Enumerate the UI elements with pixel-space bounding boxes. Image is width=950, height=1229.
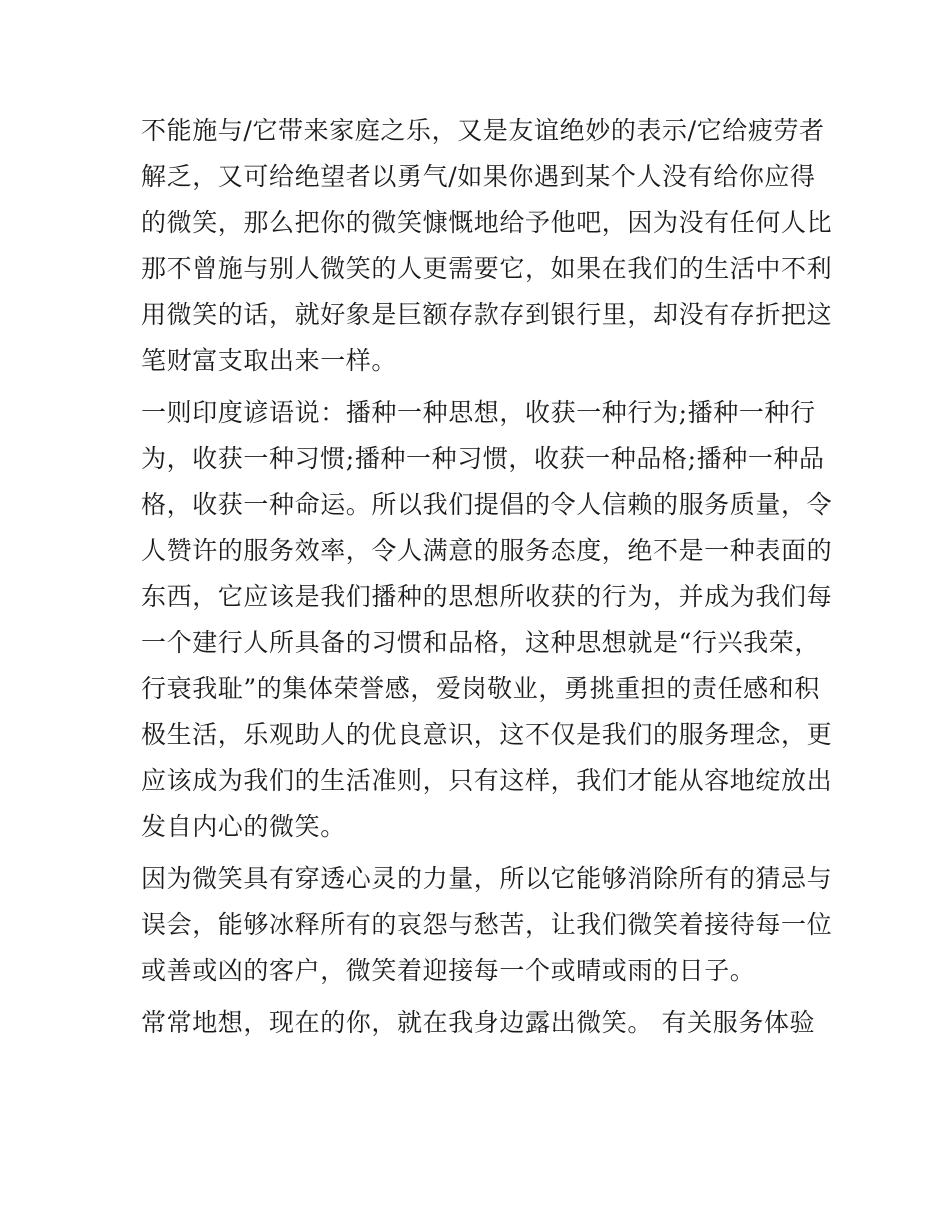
paragraph-indian-proverb	[141, 390, 833, 850]
text-line: 格，收获一种命运。所以我们提倡的令人信赖的服务质量，令	[141, 490, 833, 519]
text-line: 那不曾施与别人微笑的人更需要它，如果在我们的生活中不利	[141, 254, 833, 283]
text-line: 极生活，乐观助人的优良意识，这不仅是我们的服务理念，更	[141, 720, 833, 749]
text-line: 因为微笑具有穿透心灵的力量，所以它能够消除所有的猜忌与	[141, 864, 833, 893]
text-line: 的微笑，那么把你的微笑慷慨地给予他吧，因为没有任何人比	[141, 208, 833, 237]
paragraph-penetrating-power	[141, 856, 833, 994]
text-line: 行衰我耻”的集体荣誉感，爱岗敬业，勇挑重担的责任感和积	[141, 674, 820, 703]
text-line: 用微笑的话，就好象是巨额存款存到银行里，却没有存折把这	[141, 300, 833, 329]
text-line: 解乏，又可给绝望者以勇气/如果你遇到某个人没有给你应得	[141, 162, 816, 191]
paragraph-closing	[141, 1000, 816, 1046]
text-line: 发自内心的微笑。	[141, 812, 346, 841]
text-line: 不能施与/它带来家庭之乐，又是友谊绝妙的表示/它给疲劳者	[141, 116, 825, 145]
text-line: 人赞许的服务效率，令人满意的服务态度，绝不是一种表面的	[141, 536, 833, 565]
text-line: 误会，能够冰释所有的哀怨与愁苦，让我们微笑着接待每一位	[141, 910, 833, 939]
text-line: 笔财富支取出来一样。	[141, 346, 398, 375]
paragraph-smile-value	[141, 108, 833, 384]
text-line: 应该成为我们的生活准则，只有这样，我们才能从容地绽放出	[141, 766, 833, 795]
body-text	[141, 108, 833, 1046]
text-line: 为，收获一种习惯;播种一种习惯，收获一种品格;播种一种品	[141, 444, 825, 473]
text-line: 东西，它应该是我们播种的思想所收获的行为，并成为我们每	[141, 582, 833, 611]
text-line: 或善或凶的客户，微笑着迎接每一个或晴或雨的日子。	[141, 956, 756, 985]
text-line: 一个建行人所具备的习惯和品格，这种思想就是“行兴我荣，	[141, 628, 820, 657]
text-line: 一则印度谚语说：播种一种思想，收获一种行为;播种一种行	[141, 398, 816, 427]
text-line: 常常地想，现在的你，就在我身边露出微笑。 有关服务体验	[141, 1008, 816, 1037]
